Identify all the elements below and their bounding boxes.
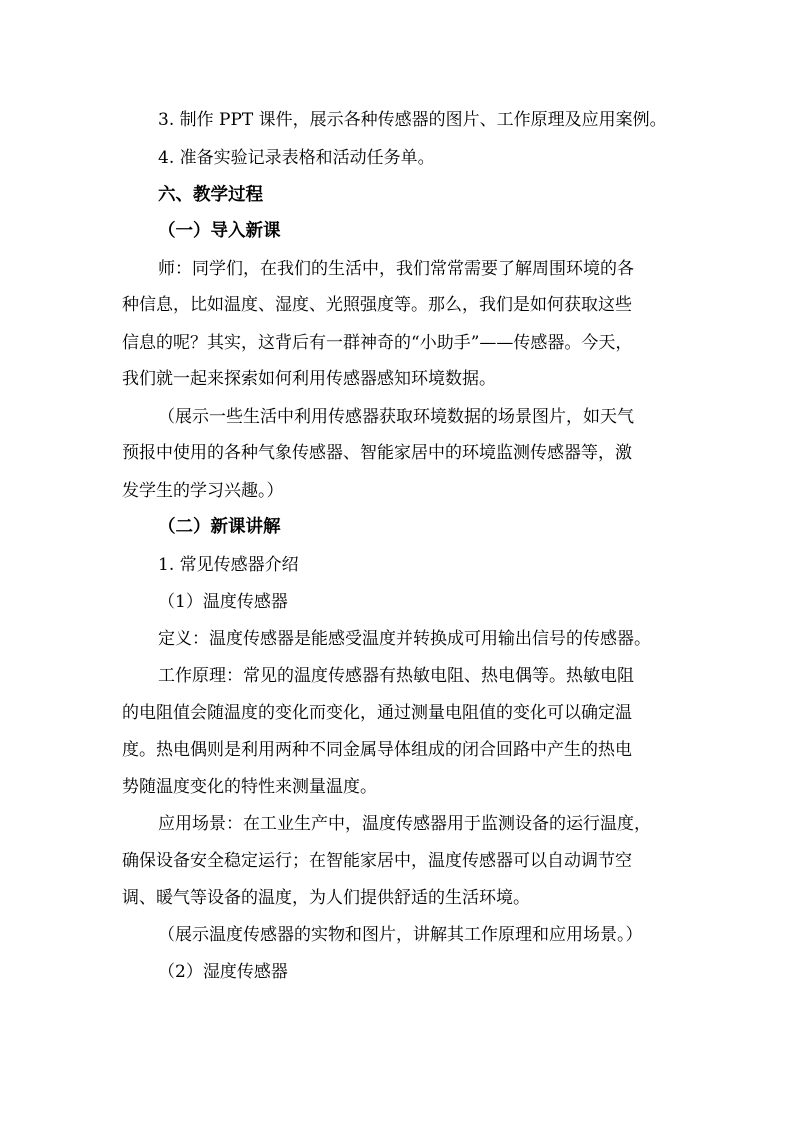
subsection-heading-new-lesson: （二）新课讲解 — [158, 517, 281, 537]
paragraph-line: 确保设备安全稳定运行；在智能家居中，温度传感器可以自动调节空 — [122, 851, 632, 871]
prep-item-3: 3. 制作 PPT 课件，展示各种传感器的图片、工作原理及应用案例。 — [158, 110, 667, 130]
paragraph-line: 定义：温度传感器是能感受温度并转换成可用输出信号的传感器。 — [158, 629, 651, 649]
prep-item-4: 4. 准备实验记录表格和活动任务单。 — [158, 148, 435, 168]
list-heading-common-sensors: 1. 常见传感器介绍 — [158, 555, 299, 575]
paragraph-line: 预报中使用的各种气象传感器、智能家居中的环境监测传感器等，激 — [122, 443, 632, 463]
paragraph-line: 信息的呢？其实，这背后有一群神奇的“小助手”——传感器。今天， — [122, 333, 633, 353]
paragraph-line: 势随温度变化的特性来测量温度。 — [122, 777, 377, 797]
item-heading-temperature-sensor: （1）温度传感器 — [158, 592, 288, 612]
item-heading-humidity-sensor: （2）湿度传感器 — [158, 962, 288, 982]
paragraph-line: 工作原理：常见的温度传感器有热敏电阻、热电偶等。热敏电阻 — [158, 666, 634, 686]
paragraph-line: 我们就一起来探索如何利用传感器感知环境数据。 — [122, 369, 496, 389]
paragraph-line: 发学生的学习兴趣。） — [122, 481, 284, 501]
paragraph-line: （展示一些生活中利用传感器获取环境数据的场景图片，如天气 — [158, 407, 634, 427]
section-heading-teaching-process: 六、教学过程 — [158, 185, 263, 205]
paragraph-line: 应用场景：在工业生产中，温度传感器用于监测设备的运行温度， — [158, 814, 651, 834]
paragraph-line: （展示温度传感器的实物和图片，讲解其工作原理和应用场景。） — [158, 925, 643, 945]
paragraph-line: 调、暖气等设备的温度，为人们提供舒适的生活环境。 — [122, 888, 530, 908]
subsection-heading-introduction: （一）导入新课 — [158, 221, 281, 241]
paragraph-line: 的电阻值会随温度的变化而变化，通过测量电阻值的变化可以确定温 — [122, 703, 632, 723]
paragraph-line: 种信息，比如温度、湿度、光照强度等。那么，我们是如何获取这些 — [122, 295, 632, 315]
paragraph-line: 度。热电偶则是利用两种不同金属导体组成的闭合回路中产生的热电 — [122, 740, 632, 760]
paragraph-line: 师：同学们，在我们的生活中，我们常常需要了解周围环境的各 — [158, 259, 634, 279]
